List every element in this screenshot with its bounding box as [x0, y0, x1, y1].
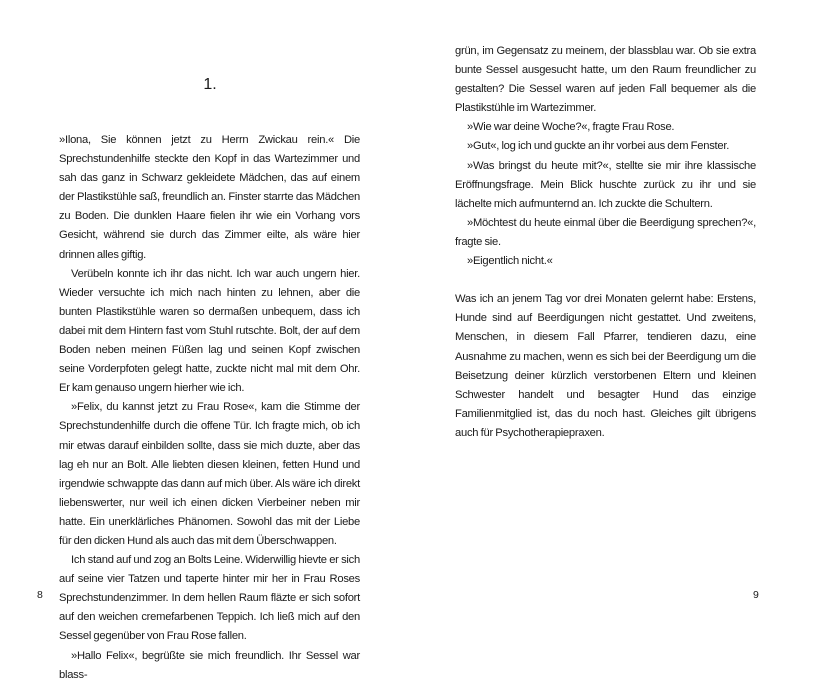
dialogue-line: »Eigentlich nicht.« [467, 255, 553, 268]
paragraph: grün, im Gegensatz zu meinem, der blassblau war. Ob sie extra bunte Sessel ausgesucht hatte, um den Raum freundlicher zu gestalten? Die Sessel waren auf jeden Fall bequemer als die Plastikstühle im Wartezimmer. [455, 45, 756, 115]
left-page [0, 0, 407, 681]
dialogue-line: »Gut«, log ich und guckte an ihr vorbei aus dem Fenster. [467, 140, 730, 153]
dialogue-line: »Was bringst du heute mit?«, stellte sie mir ihre klassische Eröffnungsfrage. Mein Blick huschte zurück zu ihr und sie lächelte mich aufmunternd an. Ich zuckte die Schultern. [455, 159, 756, 210]
paragraph: Ich stand auf und zog an Bolts Leine. Widerwillig hievte er sich auf seine vier Tatzen und taperte hinter mir her in Frau Roses Sprechstundenzimmer. In dem hellen Raum fläzte er sich sofort auf den weichen cremefarbenen Teppich. Ich ließ mich auf den Sessel gegenüber von Frau Rose fallen. [59, 554, 360, 643]
dialogue-line: »Möchtest du heute einmal über die Beerdigung sprechen?«, fragte sie. [455, 216, 756, 248]
page-number-left: 8 [37, 589, 43, 601]
dialogue-line: »Wie war deine Woche?«, fragte Frau Rose. [467, 121, 675, 134]
chapter-number: 1. [203, 76, 217, 93]
section-paragraph: Was ich an jenem Tag vor drei Monaten gelernt habe: Erstens, Hunde sind auf Beerdigungen nicht gestattet. Und zweitens, Menschen, in diesem Fall Pfarrer, tendieren dazu, eine Ausnahme zu machen, wenn es sich bei der Beerdigung um die Beisetzung deiner kürzlich verstorbenen Eltern und kleinen Schwester handelt und besagter Hund das einzige Familienmitglied ist, das du noch hast. Gleiches gilt übrigens auch für Psychotherapiepraxen. [455, 293, 756, 439]
paragraph: Verübeln konnte ich ihr das nicht. Ich war auch ungern hier. Wieder versuchte ich mich nach hinten zu lehnen, aber die bunten Plastikstühle waren so dermaßen unbequem, dass ich dabei mit dem Hintern fast vom Stuhl rutschte. Bolt, der auf dem Boden neben meinen Füßen lag und seinen Kopf zwischen seine Vorderpfoten gelegt hatte, zuckte nicht mal mit dem Ohr. Er kam genauso ungern hierher wie ich. [59, 267, 360, 395]
paragraph: »Ilona, Sie können jetzt zu Herrn Zwickau rein.« Die Sprechstundenhilfe steckte den Kopf in das Wartezimmer und sah das ganz in Schwarz gekleidete Mädchen, das auf einem der Plastikstühle saß, freundlich an. Finster starrte das Mädchen zu Boden. Die dunklen Haare fielen ihr wie ein Vorhang vors Gesicht, während sie durch das Zimmer eilte, als wäre hier drinnen alles giftig. [59, 134, 360, 261]
left-page-body [59, 131, 360, 685]
paragraph: »Felix, du kannst jetzt zu Frau Rose«, kam die Stimme der Sprechstundenhilfe durch die offene Tür. Ich fragte mich, ob ich mir etwas darauf einbilden sollte, dass sie mich duzte, aber das lag eh nur an Bolt. Alle liebten diesen kleinen, fetten Hund und irgendwie schwappte das dann auf mich über. Als wäre ich direkt liebenswerter, nur weil ich einen dicken Vierbeiner neben mir hatte. Ein unerklärliches Phänomen. Sowohl das mit der Liebe für den dicken Hund als auch das mit dem Überschwappen. [59, 401, 360, 547]
paragraph: »Hallo Felix«, begrüßte sie mich freundlich. Ihr Sessel war blass- [59, 649, 360, 681]
right-page [407, 0, 814, 648]
page-number-right: 9 [753, 589, 759, 601]
right-page-body [455, 42, 756, 443]
